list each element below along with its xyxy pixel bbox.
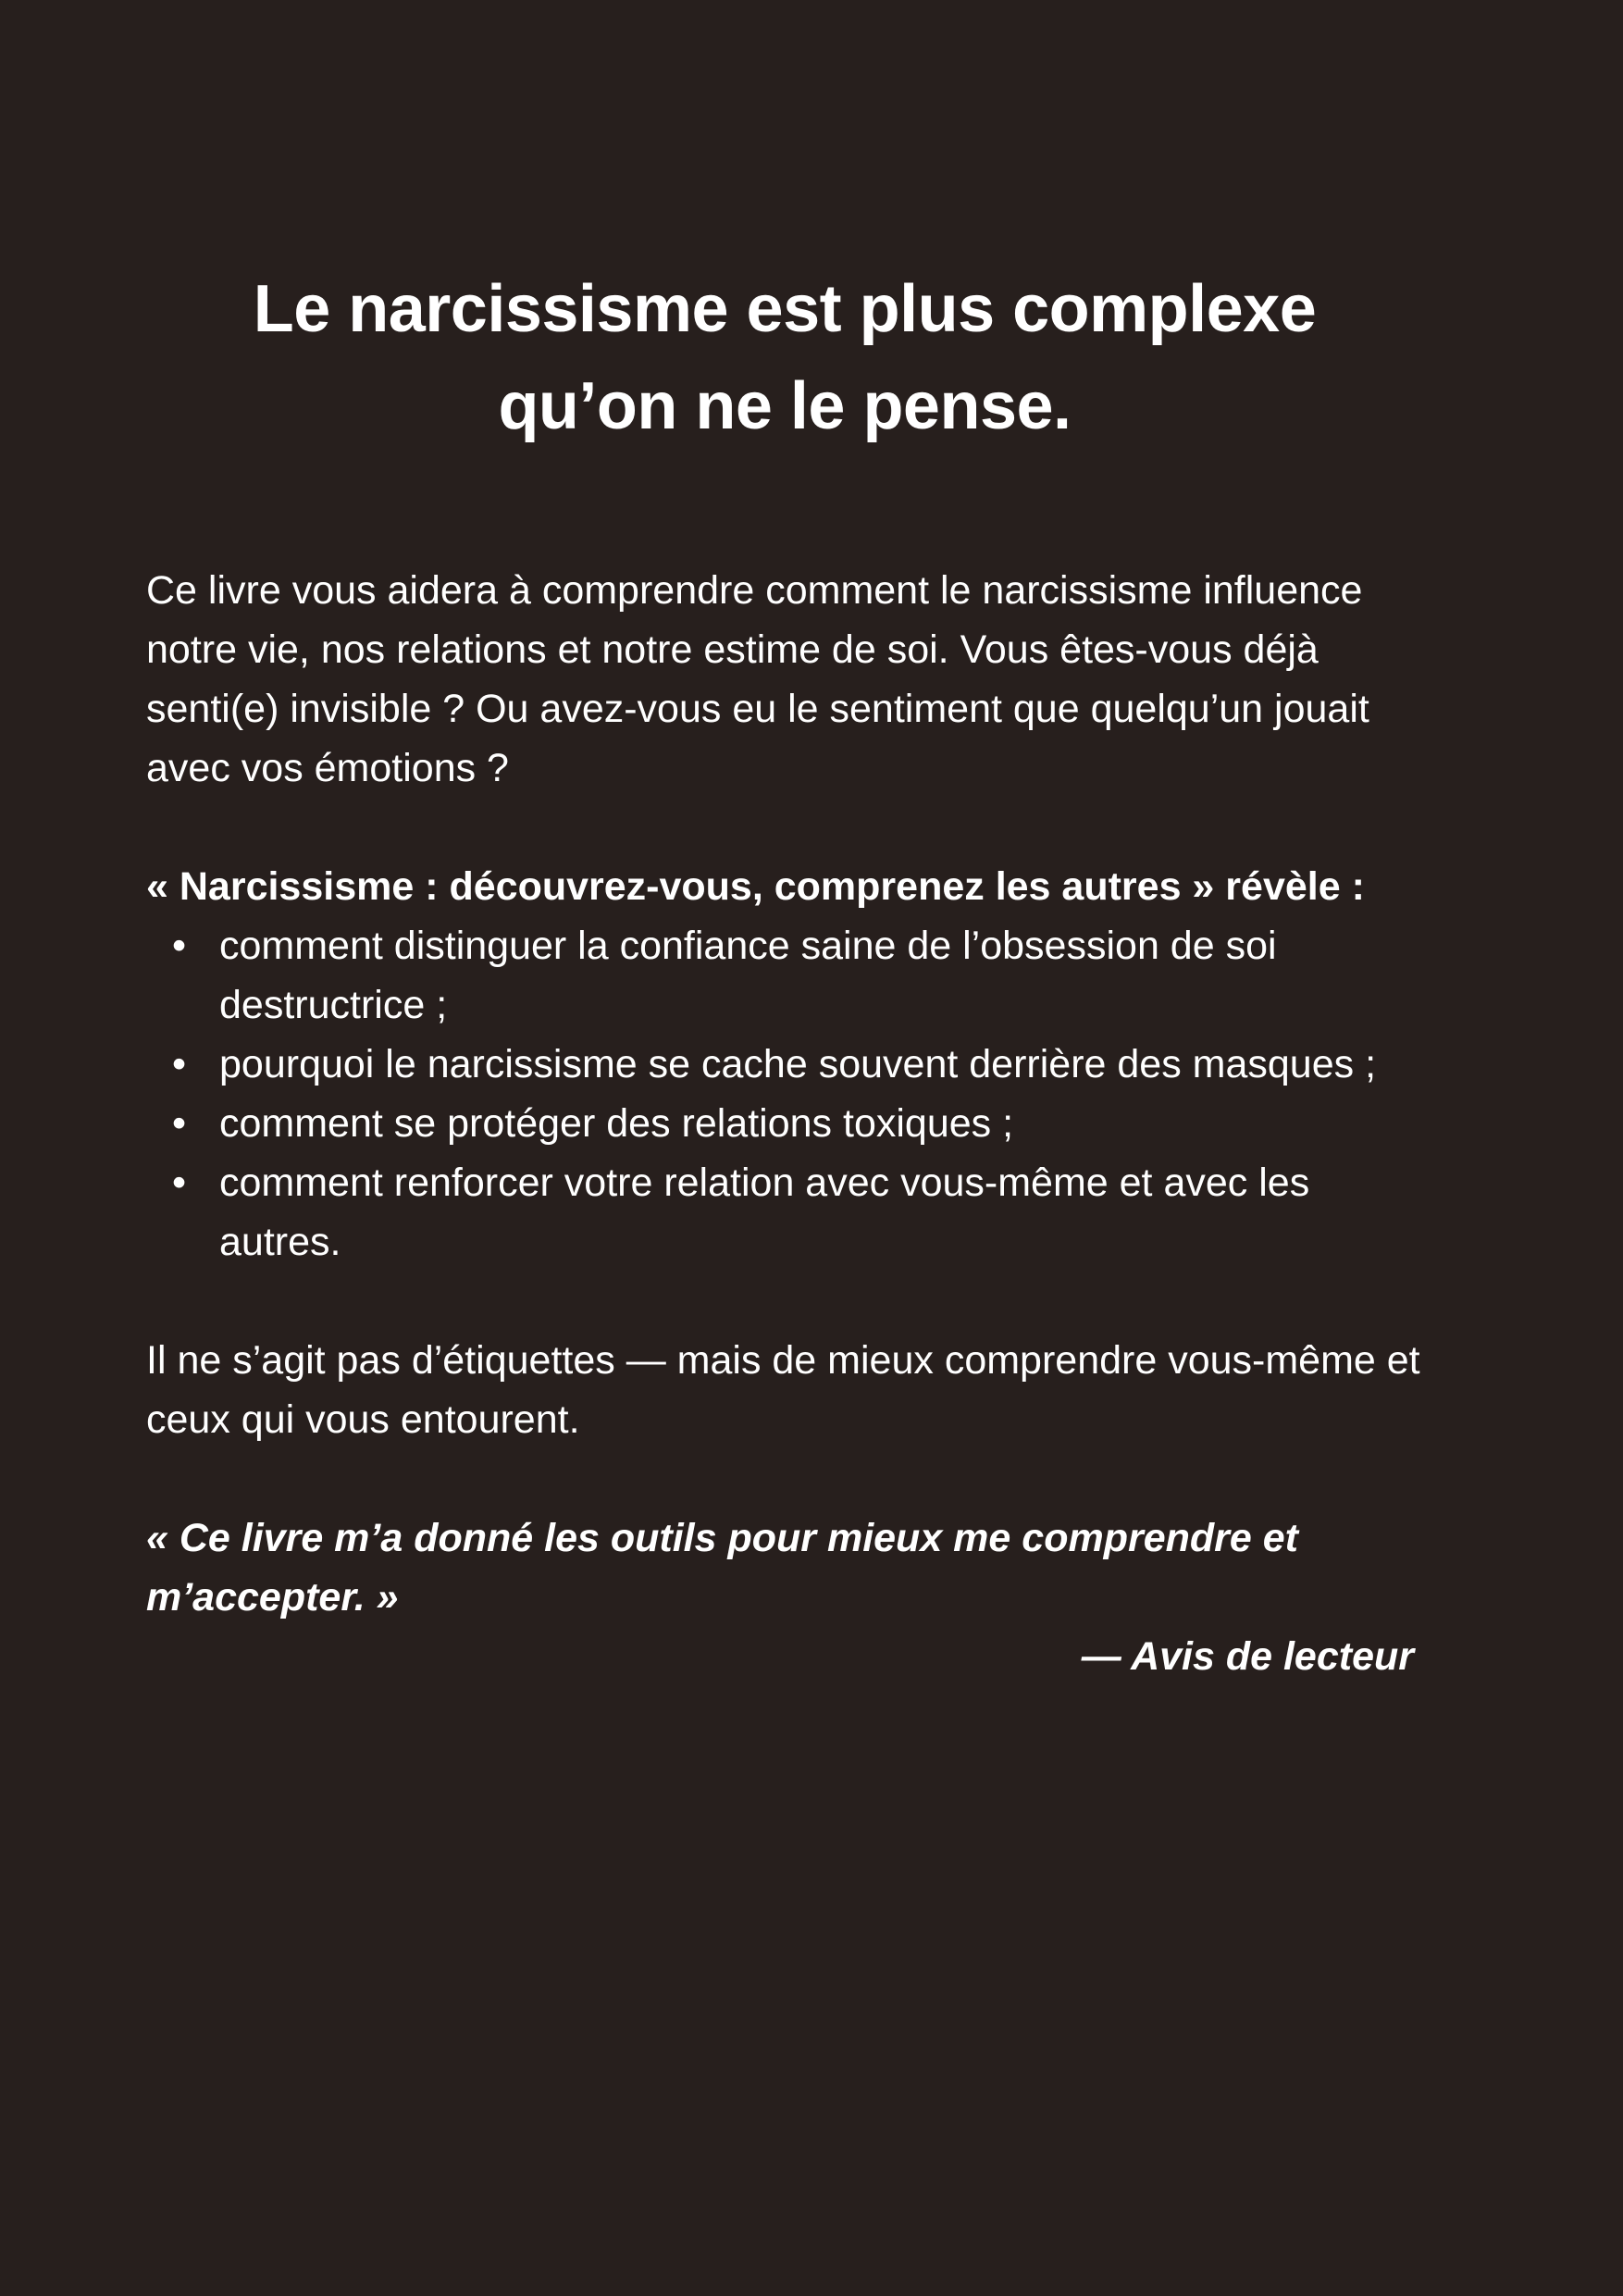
back-cover [146, 0, 1423, 2296]
list-item-text: comment distinguer la confiance saine de l’obsession de soi destructrice ; [219, 924, 1277, 1027]
list-item [146, 1094, 1432, 1153]
spacer [146, 1449, 1432, 1508]
testimonial-quote: « Ce livre m’a donné les outils pour mieux me comprendre et m’accepter. » [146, 1516, 1298, 1620]
feature-list [146, 916, 1432, 1272]
page-title [146, 261, 1423, 455]
reveal-heading: « Narcissisme : découvrez-vous, comprenez les autres » révèle : [146, 864, 1365, 909]
bullet-icon: • [172, 1101, 187, 1146]
title-line-2: qu’on ne le pense. [498, 369, 1072, 443]
list-item [146, 1035, 1432, 1094]
testimonial-attribution: — Avis de lecteur [1081, 1634, 1414, 1679]
bullet-icon: • [172, 924, 187, 968]
list-item [146, 1153, 1432, 1272]
bullet-icon: • [172, 1042, 187, 1086]
list-item-text: comment se protéger des relations toxiques ; [219, 1101, 1014, 1146]
list-item-text: pourquoi le narcissisme se cache souvent derrière des masques ; [219, 1042, 1377, 1086]
spacer [146, 1272, 1432, 1331]
closing-paragraph: Il ne s’agit pas d’étiquettes — mais de mieux comprendre vous-même et ceux qui vous entourent. [146, 1338, 1420, 1442]
list-item [146, 916, 1432, 1035]
bullet-icon: • [172, 1160, 187, 1205]
intro-paragraph: Ce livre vous aidera à comprendre comment le narcissisme influence notre vie, nos relations et notre estime de soi. Vous êtes-vous déjà senti(e) invisible ? Ou avez-vous eu le sentiment que quelqu’un jouait avec vos émotions ? [146, 568, 1369, 790]
spacer [146, 798, 1432, 857]
title-line-1: Le narcissisme est plus complexe [253, 272, 1317, 346]
body-text [146, 561, 1432, 1686]
list-item-text: comment renforcer votre relation avec vous-même et avec les autres. [219, 1160, 1310, 1264]
